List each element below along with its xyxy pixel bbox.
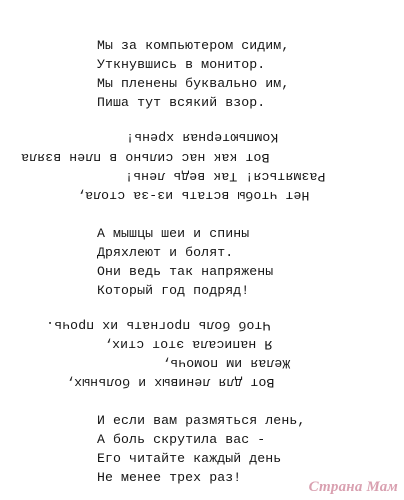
poem-line: Пиша тут всякий взор.	[97, 95, 266, 110]
poem-line: Его читайте каждый день	[97, 451, 282, 466]
poem-line: И если вам размяться лень,	[97, 413, 306, 428]
poem-line-upside-down: Вот как нас сильно в плен взяла	[21, 150, 270, 165]
poem-line: Они ведь так напряжены	[97, 264, 274, 279]
poem-line: Дряхлеют и болят.	[97, 245, 234, 260]
poem-line-upside-down: Компьютерная хрень!	[126, 130, 279, 145]
poem-line-upside-down: Желая им помочь,	[162, 356, 291, 371]
poem-line-upside-down: Чтоб боль прогнать их прочь.	[46, 318, 271, 333]
poem-line-upside-down: Я написала этот стих,	[104, 337, 273, 352]
poem-line-upside-down: Вот для ленивых и больных,	[66, 375, 275, 390]
watermark-logo: Страна Мам	[308, 479, 398, 495]
poem-line: Не менее трех раз!	[97, 470, 242, 485]
poem-line: Мы пленены буквально им,	[97, 76, 290, 91]
poem-line: А боль скрутила вас -	[97, 432, 266, 447]
poem-line: Мы за компьютером сидим,	[97, 38, 290, 53]
poem-line: Который год подряд!	[97, 283, 250, 298]
poem-line-upside-down: Размяться! Так ведь лень!	[125, 169, 326, 184]
poem-line-upside-down: Нет чтобы встать из-за стола,	[77, 188, 310, 203]
poem-line: А мышцы шеи и спины	[97, 226, 250, 241]
poem-line: Уткнувшись в монитор.	[97, 57, 266, 72]
